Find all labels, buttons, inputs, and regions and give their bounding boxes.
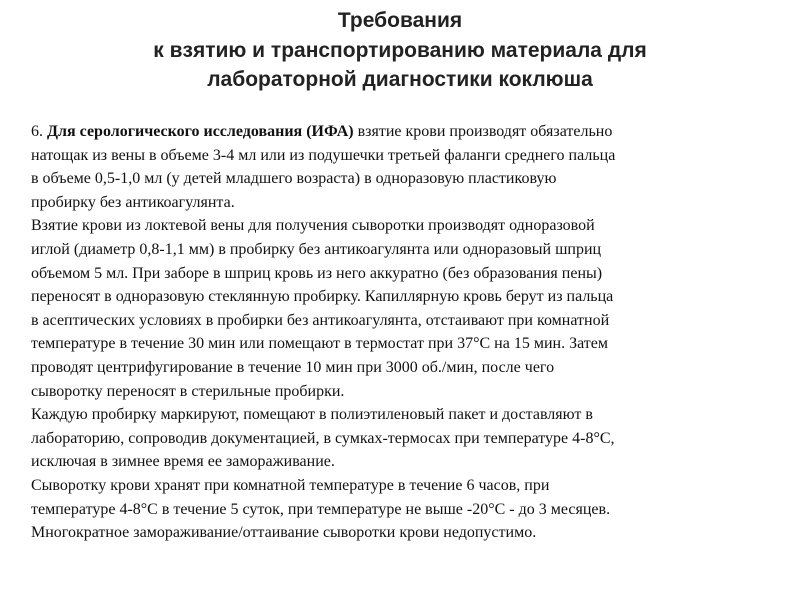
title-line-1: Требования [337, 9, 463, 32]
body-line: температуре в течение 30 мин или помещают в термостат при 37°С на 15 мин. Затем [31, 335, 609, 353]
slide-title [20, 6, 780, 95]
body-line: сыворотку переносят в стерильные пробирки. [31, 382, 345, 400]
body-line: иглой (диаметр 0,8-1,1 мм) в пробирку без антикоагулянта или одноразовый шприц [31, 240, 602, 258]
body-line: Многократное замораживание/оттаивание сыворотки крови недопустимо. [31, 524, 537, 542]
bold-phrase: Для серологического исследования (ИФА) [47, 123, 354, 140]
body-line: в объеме 0,5-1,0 мл (у детей младшего возраста) в одноразовую пластиковую [31, 170, 557, 188]
title-line-2: к взятию и транспортированию материала для [153, 38, 647, 62]
body-line: исключая в зимнее время ее замораживание. [31, 453, 335, 471]
body-line: объемом 5 мл. При заборе в шприц кровь из него аккуратно (без образования пены) [31, 264, 603, 282]
body-line: пробирку без антикоагулянта. [31, 193, 235, 211]
body-line: проводят центрифугирование в течение 10 мин при 3000 об./мин, после чего [31, 358, 555, 376]
body-line: Каждую пробирку маркируют, помещают в полиэтиленовый пакет и доставляют в [31, 406, 593, 424]
body-line: переносят в одноразовую стеклянную пробирку. Капиллярную кровь берут из пальца [31, 288, 614, 306]
body-line: Взятие крови из локтевой вены для получения сыворотки производят одноразовой [31, 217, 595, 235]
title-line-3: лабораторной диагностики коклюша [207, 68, 593, 91]
item-number: 6. [31, 123, 47, 140]
body-line: лабораторию, сопроводив документацией, в сумках-термосах при температуре 4-8°С, [31, 429, 615, 447]
body-text [31, 120, 781, 545]
body-line: в асептических условиях в пробирки без антикоагулянта, отстаивают при комнатной [31, 311, 610, 329]
body-line-1 [31, 120, 781, 144]
body-line: натощак из вены в объеме 3-4 мл или из подушечки третьей фаланги среднего пальца [31, 146, 616, 164]
body-line: Сыворотку крови хранят при комнатной температуре в течение 6 часов, при [31, 476, 550, 494]
body-line: температуре 4-8°С в течение 5 суток, при температуре не выше -20°С - до 3 месяцев. [31, 500, 611, 518]
first-line-rest: взятие крови производят обязательно [353, 123, 613, 140]
